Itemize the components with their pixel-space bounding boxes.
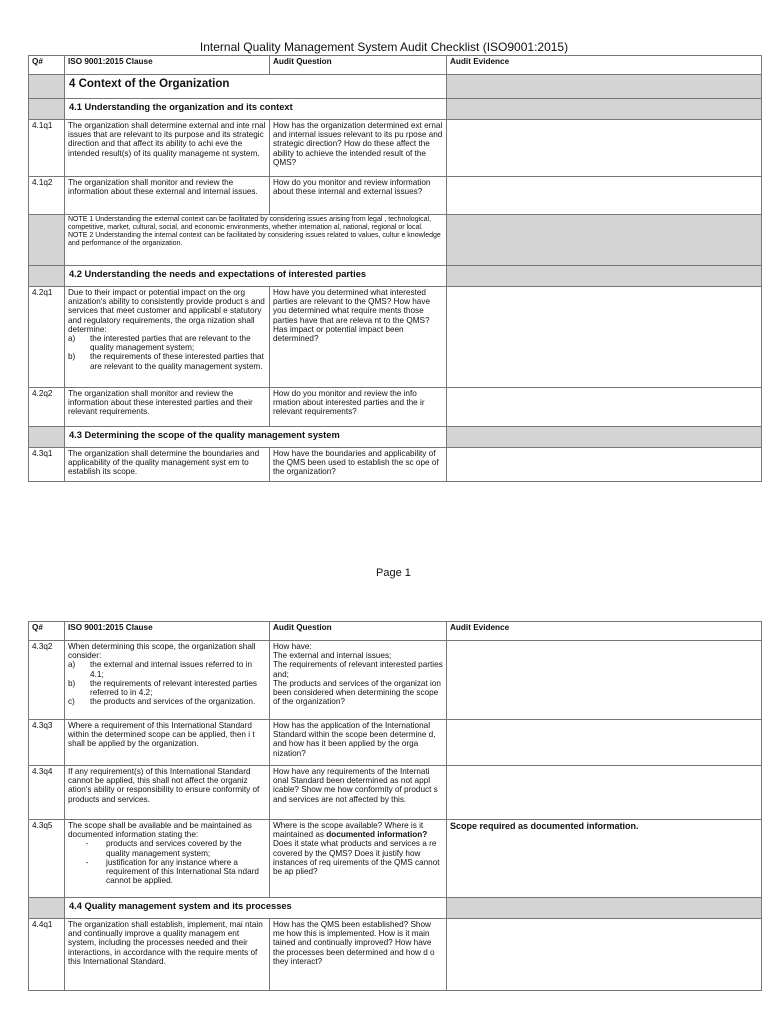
list-item: b) the requirements of relevant interested parties referred to in 4.2; <box>68 678 258 697</box>
table-row <box>29 641 762 720</box>
table-row <box>29 287 762 388</box>
audit-question: How has the organization determined ext ernal and internal issues relevant to its pu rpose and strategic direction? How do these affect the ability to achieve the intended result of the QMS? <box>270 120 447 177</box>
table-row <box>29 766 762 820</box>
audit-question: How do you monitor and review the info rmation about interested parties and the ir relevant requirements? <box>270 388 447 427</box>
audit-evidence-cell[interactable] <box>447 641 762 720</box>
section-row <box>29 75 762 99</box>
list-item: a) the interested parties that are relevant to the quality management system; <box>68 333 251 353</box>
audit-evidence-cell[interactable] <box>447 820 762 898</box>
clause-text: If any requirement(s) of this International Standard cannot be applied, this shall not affect the organiz ation's ability or responsibility to ensure conformity of products and services. <box>65 766 270 820</box>
question-id: 4.2q2 <box>29 388 65 427</box>
audit-question: How have: The external and internal issues; The requirements of relevant interested parties and; The products and services of the organizat ion been considered when determining the scope of the organization? <box>270 641 447 720</box>
header-q: Q# <box>29 56 65 75</box>
list-item: b) the requirements of these interested parties that are relevant to the quality management system. <box>68 352 264 371</box>
evidence-text: Scope required as documented information. <box>450 821 639 831</box>
question-id: 4.3q2 <box>29 641 65 720</box>
subsection-row <box>29 266 762 287</box>
subsection-title: 4.3 Determining the scope of the quality management system <box>65 427 447 448</box>
table-row <box>29 720 762 766</box>
section-title: 4 Context of the Organization <box>65 75 447 99</box>
question-id: 4.3q1 <box>29 448 65 482</box>
list-item: a) the external and internal issues referred to in 4.1; <box>68 660 253 679</box>
note-text <box>65 215 447 266</box>
clause-text: Where a requirement of this International Standard within the determined scope can be applied, then i t shall be applied by the organization. <box>65 720 270 766</box>
header-question: Audit Question <box>270 56 447 75</box>
audit-evidence-cell[interactable] <box>447 388 762 427</box>
table-row <box>29 919 762 991</box>
question-id: 4.3q3 <box>29 720 65 766</box>
checklist-table-page-2 <box>28 621 762 991</box>
table-row <box>29 448 762 482</box>
table-header-row <box>29 622 762 641</box>
header-evidence: Audit Evidence <box>447 56 762 75</box>
question-id: 4.3q5 <box>29 820 65 898</box>
audit-question: How have you determined what interested parties are relevant to the QMS? How have you determined what require ments those parties have that are releva nt to the QMS? Has impact or potential impact been determined? <box>270 287 447 388</box>
table-row <box>29 820 762 898</box>
subsection-row <box>29 898 762 919</box>
audit-evidence-cell[interactable] <box>447 448 762 482</box>
subsection-title: 4.4 Quality management system and its processes <box>65 898 447 919</box>
audit-question: How has the QMS been established? Show me how this is implemented. How is it main tained and continually improved? How have the processes been determined and how d o they interact? <box>270 919 447 991</box>
clause-text: The organization shall monitor and review the information about these interested parties and their relevant requirements. <box>65 388 270 427</box>
table-row <box>29 388 762 427</box>
table-row <box>29 177 762 215</box>
question-id: 4.4q1 <box>29 919 65 991</box>
note-2: NOTE 2 Understanding the internal context can be facilitated by considering issues related to values, cultur e knowledge and performance of the organization. <box>68 232 441 248</box>
audit-evidence-cell[interactable] <box>447 766 762 820</box>
header-clause: ISO 9001:2015 Clause <box>65 56 270 75</box>
clause-text: The organization shall determine external and inte rnal issues that are relevant to its purpose and its strategic direction and that affect its ability to achi eve the intended result(s) of its quality manageme nt system. <box>65 120 270 177</box>
document-title: Internal Quality Management System Audit Checklist (ISO9001:2015) <box>199 40 569 54</box>
table-row <box>29 120 762 177</box>
audit-question: How do you monitor and review information about these internal and external issues? <box>270 177 447 215</box>
header-q: Q# <box>29 622 65 641</box>
note-1: NOTE 1 Understanding the external context can be facilitated by considering issues arising from legal , technological, competitive, market, cultural, social, and economic environments, whether internation al, national, regional or local. <box>68 216 432 232</box>
audit-question: How has the application of the International Standard within the scope been determine d, and how has it been applied by the orga nization? <box>270 720 447 766</box>
audit-question: How have the boundaries and applicability of the QMS been used to establish the sc ope of the organization? <box>270 448 447 482</box>
table-header-row <box>29 56 762 75</box>
list-item: - justification for any instance where a requirement of this International Sta ndard cannot be applied. <box>85 857 259 886</box>
header-question: Audit Question <box>270 622 447 641</box>
audit-evidence-cell[interactable] <box>447 177 762 215</box>
clause-text: The organization shall establish, implement, mai ntain and continually improve a quality managem ent system, including the processes needed and their interactions, in accordance with the require ments of this International Standard. <box>65 919 270 991</box>
clause-text <box>65 641 270 720</box>
question-id: 4.1q2 <box>29 177 65 215</box>
clause-intro: The scope shall be available and be maintained as documented information stating the: <box>68 821 252 840</box>
checklist-table-page-1 <box>28 55 762 482</box>
clause-intro: Due to their impact or potential impact on the org anization's ability to consistently provide product s and services that meet customer and applicabl e statutory and regulatory requirements, the orga nization shall determine: <box>68 288 265 334</box>
audit-evidence-cell[interactable] <box>447 120 762 177</box>
clause-text <box>65 287 270 388</box>
header-evidence: Audit Evidence <box>447 622 762 641</box>
audit-evidence-cell[interactable] <box>447 287 762 388</box>
subsection-row <box>29 99 762 120</box>
note-row <box>29 215 762 266</box>
question-id: 4.1q1 <box>29 120 65 177</box>
subsection-title: 4.2 Understanding the needs and expectations of interested parties <box>65 266 447 287</box>
subsection-row <box>29 427 762 448</box>
audit-question: How have any requirements of the Internati onal Standard been determined as not appl icable? Show me how conformity of product s and services are not affected by this. <box>270 766 447 820</box>
audit-evidence-cell[interactable] <box>447 919 762 991</box>
question-id: 4.2q1 <box>29 287 65 388</box>
list-item: - products and services covered by the quality management system; <box>85 839 242 858</box>
clause-text: The organization shall monitor and review the information about these external and internal issues. <box>65 177 270 215</box>
clause-intro: When determining this scope, the organization shall consider: <box>68 642 256 661</box>
subsection-title: 4.1 Understanding the organization and its context <box>65 99 447 120</box>
list-item: c) the products and services of the organization. <box>68 697 256 707</box>
header-clause: ISO 9001:2015 Clause <box>65 622 270 641</box>
clause-text: The organization shall determine the boundaries and applicability of the quality management syst em to establish its scope. <box>65 448 270 482</box>
question-id: 4.3q4 <box>29 766 65 820</box>
clause-text <box>65 820 270 898</box>
page-number: Page 1 <box>376 567 411 579</box>
audit-evidence-cell[interactable] <box>447 720 762 766</box>
audit-question: Where is the scope available? Where is it maintained as documented information? Does it state what products and services a re covered by the QMS? Does it justify how instances of req uirements of the QMS cannot be ap plied? <box>270 820 447 898</box>
